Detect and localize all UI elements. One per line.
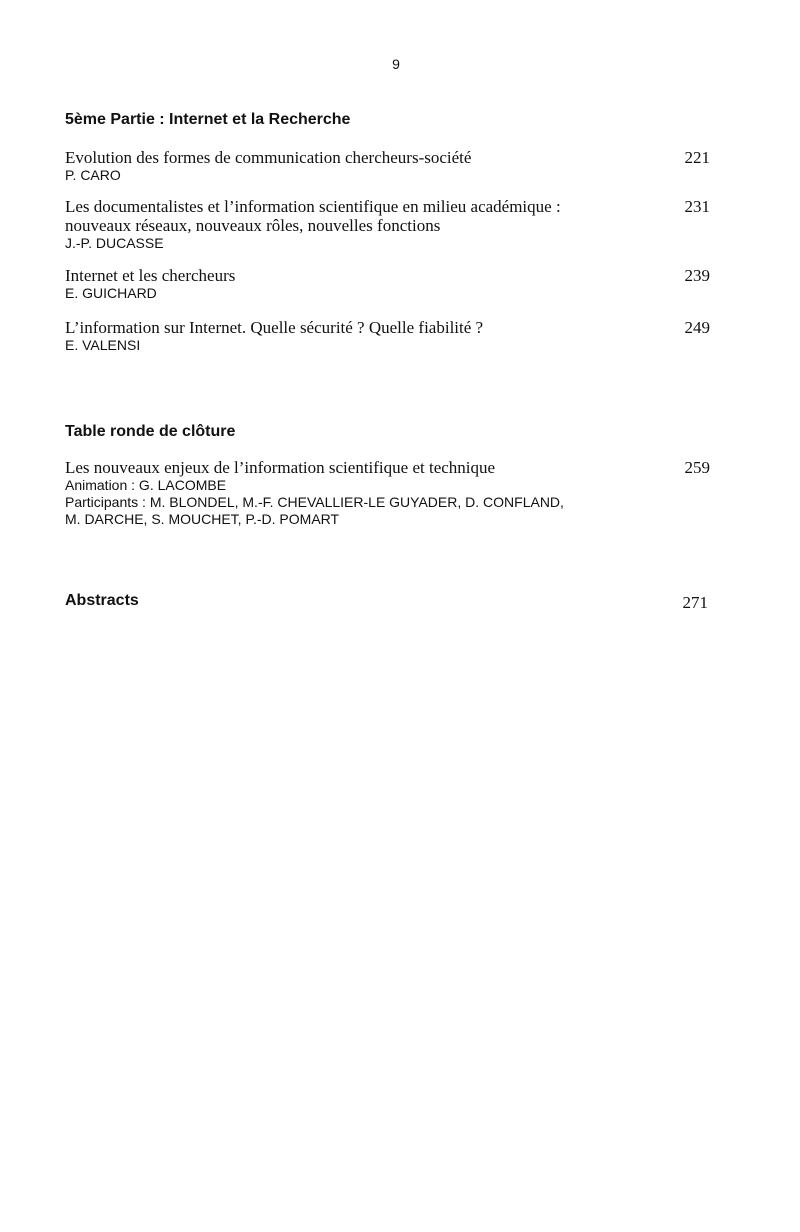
toc-entry-table-ronde <box>65 458 710 528</box>
entry-title-line1: Les documentalistes et l’information scientifique en milieu académique : <box>65 197 561 216</box>
page-number: 9 <box>392 56 400 72</box>
entry-title: L’information sur Internet. Quelle sécurité ? Quelle fiabilité ? <box>65 318 484 337</box>
toc-entry-ducasse <box>65 197 710 252</box>
abstracts-page-number: 271 <box>682 593 708 612</box>
entry-participants-line2: M. DARCHE, S. MOUCHET, P.-D. POMART <box>65 511 340 527</box>
toc-entry-caro <box>65 148 710 184</box>
entry-animation: Animation : G. LACOMBE <box>65 477 227 493</box>
entry-title: Evolution des formes de communication chercheurs-société <box>65 148 472 167</box>
entry-author: J.-P. DUCASSE <box>65 235 164 251</box>
entry-page-number: 239 <box>684 266 710 285</box>
entry-author: E. GUICHARD <box>65 285 157 301</box>
entry-page-number: 221 <box>684 148 710 167</box>
entry-author: E. VALENSI <box>65 337 141 353</box>
entry-page-number: 249 <box>684 318 710 337</box>
entry-participants-line1: Participants : M. BLONDEL, M.-F. CHEVALLIER-LE GUYADER, D. CONFLAND, <box>65 494 564 510</box>
entry-author: P. CARO <box>65 167 121 183</box>
entry-page-number: 231 <box>684 197 710 216</box>
toc-entry-valensi <box>65 318 710 354</box>
entry-page-number: 259 <box>684 458 710 477</box>
section-heading-table-ronde: Table ronde de clôture <box>65 423 236 440</box>
section-heading-internet-recherche: 5ème Partie : Internet et la Recherche <box>65 111 351 128</box>
toc-entry-guichard <box>65 266 710 302</box>
entry-title: Les nouveaux enjeux de l’information scientifique et technique <box>65 458 496 477</box>
entry-title: Internet et les chercheurs <box>65 266 236 285</box>
toc-entry-abstracts <box>65 592 708 610</box>
abstracts-heading: Abstracts <box>65 592 139 609</box>
entry-title-line2: nouveaux réseaux, nouveaux rôles, nouvelles fonctions <box>65 216 441 235</box>
